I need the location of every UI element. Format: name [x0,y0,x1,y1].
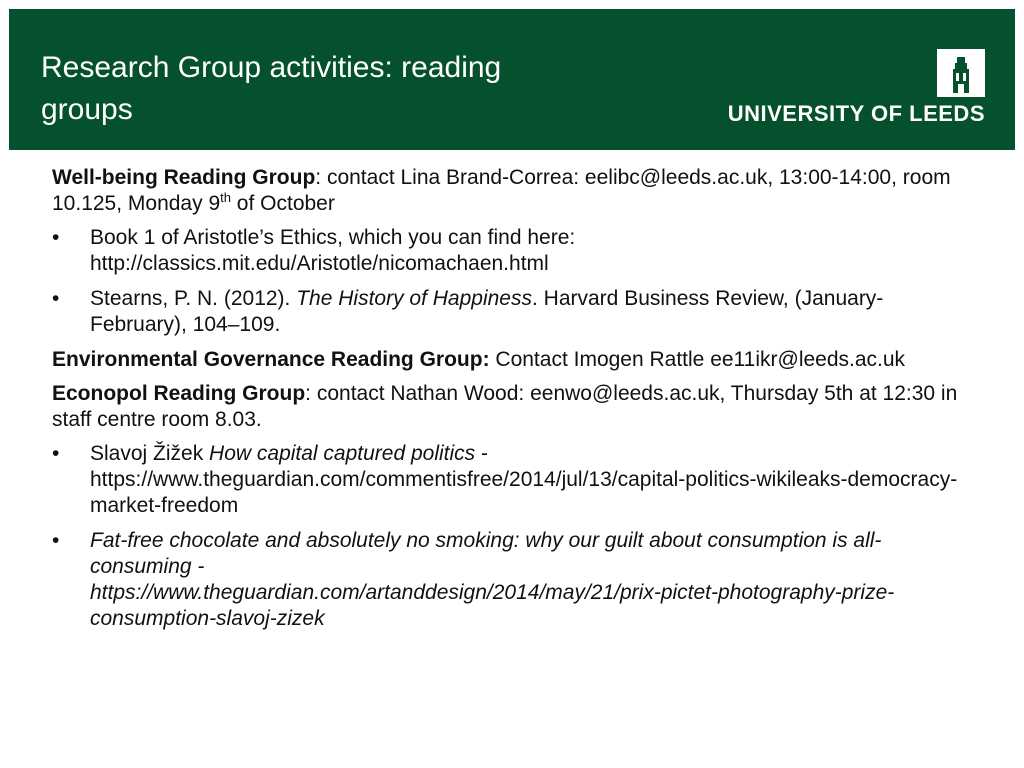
date-ordinal-suffix: th [220,190,231,205]
reading-text: Slavoj Žižek [90,442,210,465]
wellbeing-group-details-end: of October [230,192,335,215]
reading-link[interactable]: https://www.theguardian.com/commentisfree/2014/jul/13/capital-politics-wikileaks-democracy-market-freedom [90,468,958,517]
wellbeing-group-heading [52,165,972,217]
reading-title: The History of Happiness [296,287,532,310]
wellbeing-reading-list [52,225,972,338]
reading-text: Stearns, P. N. (2012). [90,287,297,310]
bullet-icon: • [52,529,60,552]
list-item [52,286,972,338]
econopol-reading-list [52,441,972,632]
econopol-group-heading [52,381,972,433]
content-area [52,165,972,641]
list-item [52,441,972,519]
reading-title: How capital captured politics [209,442,476,465]
reading-link[interactable]: https://www.theguardian.com/artanddesign/2014/may/21/prix-pictet-photography-prize-consumption-slavoj-zizek [90,581,895,630]
reading-text: Book 1 of Aristotle’s Ethics, which you can find here: http://classics.mit.edu/Aristotle/nicomachaen.html [90,226,576,275]
page-title: Research Group activities: reading groups [41,51,502,126]
environmental-group-heading [52,347,972,373]
wellbeing-group-details: : contact Lina Brand-Correa: eelibc@leeds.ac.uk, 13:00-14:00, room 10.125, Monday 9 [52,166,951,215]
econopol-group-name: Econopol Reading Group [52,382,306,405]
reading-text-end: - [475,442,489,465]
header-banner [9,9,1015,150]
list-item [52,528,972,632]
list-item [52,225,972,277]
university-logo-text: UNIVERSITY OF LEEDS [727,101,985,126]
bullet-icon: • [52,226,60,249]
wellbeing-group-name: Well-being Reading Group [52,166,316,189]
environmental-group-details: Contact Imogen Rattle ee11ikr@leeds.ac.uk [489,348,906,371]
university-crest-icon [937,49,985,97]
bullet-icon: • [52,287,60,310]
bullet-icon: • [52,442,60,465]
environmental-group-name: Environmental Governance Reading Group: [52,348,490,371]
reading-title: Fat-free chocolate and absolutely no smoking: why our guilt about consumption is all-consuming - [90,529,882,578]
econopol-group-details: : contact Nathan Wood: eenwo@leeds.ac.uk, Thursday 5th at 12:30 in staff centre room 8.03. [52,382,958,431]
reading-text-end: . Harvard Business Review, (January-February), 104–109. [90,287,884,336]
